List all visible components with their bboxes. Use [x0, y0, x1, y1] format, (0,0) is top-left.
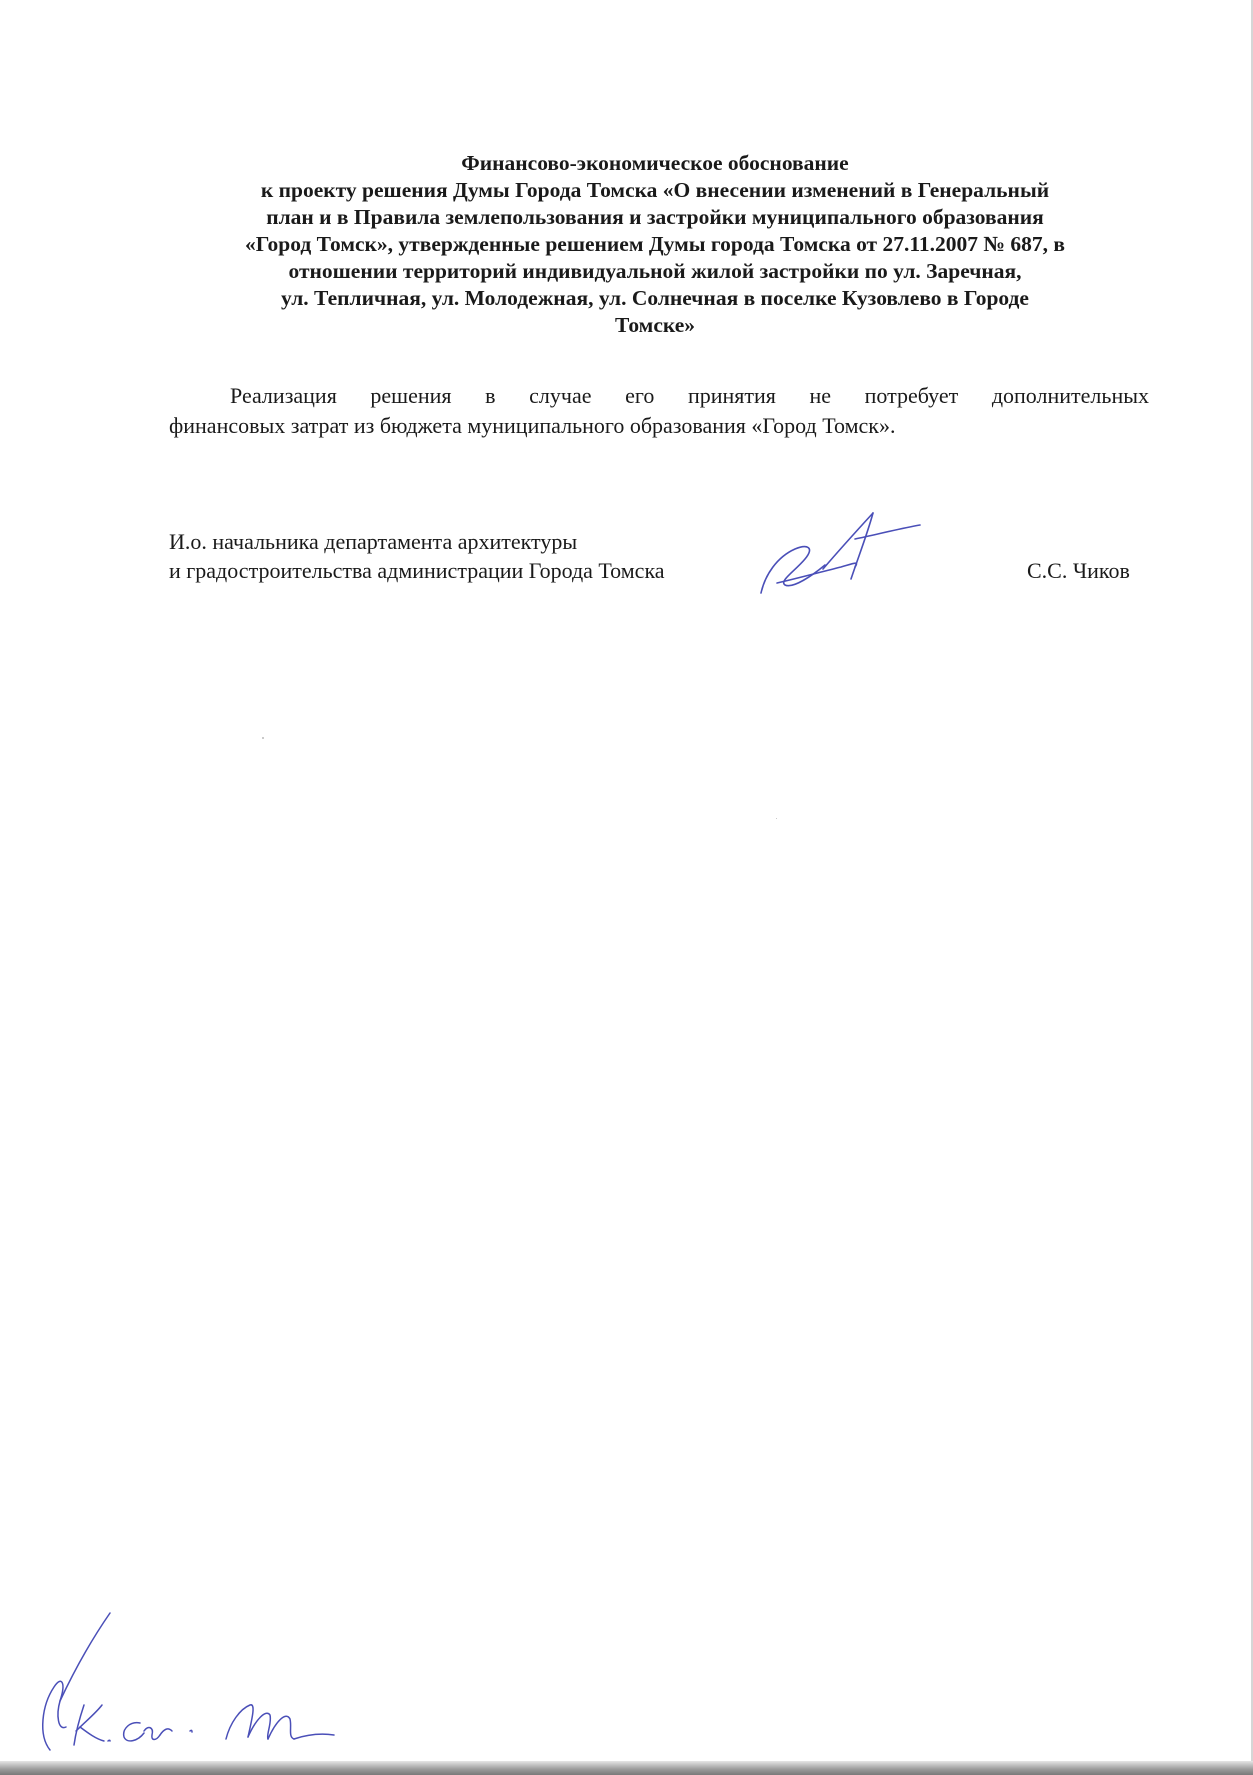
handwritten-signature — [755, 505, 925, 600]
body-line: финансовых затрат из бюджета муниципального образования «Город Томск». — [169, 413, 896, 438]
scan-speck — [262, 737, 264, 739]
signatory-line: И.о. начальника департамента архитектуры — [169, 529, 578, 554]
signer-name: С.С. Чиков — [1027, 558, 1130, 583]
title-line: Томске» — [614, 313, 696, 337]
title-line: план и в Правила землепользования и застройки муниципального образования — [266, 205, 1044, 229]
scan-speck — [776, 818, 777, 819]
title-line: Финансово-экономическое обоснование — [461, 151, 849, 175]
title-line: ул. Тепличная, ул. Молодежная, ул. Солнечная в поселке Кузовлево в Городе — [281, 286, 1029, 310]
scan-edge — [0, 1761, 1253, 1775]
title-line: «Город Томск», утвержденные решением Думы города Томска от 27.11.2007 № 687, в — [244, 232, 1065, 256]
document-title — [160, 150, 1150, 339]
body-paragraph — [169, 381, 1149, 441]
body-line: Реализация решения в случае его принятия не потребует дополнительных — [230, 383, 1149, 408]
signatory-line: и градостроительства администрации Города Томска — [169, 558, 665, 583]
signatory-position — [169, 527, 665, 585]
title-line: к проекту решения Думы Города Томска «О внесении изменений в Генеральный — [260, 178, 1050, 202]
title-line: отношении территорий индивидуальной жилой застройки по ул. Заречная, — [288, 259, 1022, 283]
handwritten-initials — [30, 1605, 360, 1755]
